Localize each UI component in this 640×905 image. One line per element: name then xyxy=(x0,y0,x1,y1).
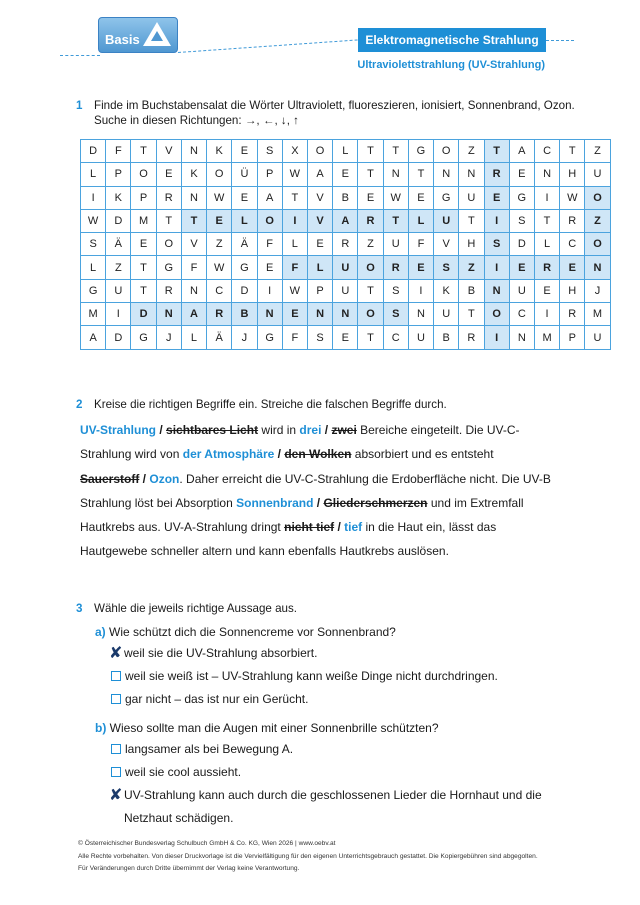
grid-cell[interactable]: R xyxy=(484,163,509,186)
grid-cell[interactable]: G xyxy=(131,326,156,349)
grid-cell[interactable]: J xyxy=(585,279,610,302)
grid-cell[interactable]: T xyxy=(358,279,383,302)
grid-cell[interactable]: T xyxy=(484,140,509,163)
grid-cell[interactable]: L xyxy=(307,256,332,279)
grid-cell[interactable]: E xyxy=(333,326,358,349)
grid-row xyxy=(81,233,611,256)
grid-cell[interactable]: N xyxy=(181,186,206,209)
grid-cell[interactable]: T xyxy=(156,209,181,232)
grid-cell[interactable]: S xyxy=(383,279,408,302)
grid-cell[interactable]: S xyxy=(307,326,332,349)
text-run: in die Haut ein, lässt das Hautgewebe schneller altern und kann ebenfalls Hautkrebs auslösen. xyxy=(80,520,497,559)
grid-cell[interactable]: T xyxy=(358,326,383,349)
grid-cell[interactable]: T xyxy=(181,209,206,232)
question-b xyxy=(95,721,439,735)
task1-line2: Suche in diesen Richtungen: →, ←, ↓, ↑ xyxy=(94,114,299,127)
grid-cell[interactable]: S xyxy=(383,303,408,326)
grid-cell[interactable]: B xyxy=(434,326,459,349)
grid-cell[interactable]: D xyxy=(131,303,156,326)
grid-cell[interactable]: N xyxy=(181,279,206,302)
grid-cell[interactable]: O xyxy=(307,140,332,163)
grid-row xyxy=(81,140,611,163)
header-dash-right xyxy=(546,40,574,41)
grid-cell[interactable]: H xyxy=(560,279,585,302)
grid-cell[interactable]: U xyxy=(333,279,358,302)
letter-grid xyxy=(80,139,611,350)
grid-cell[interactable]: E xyxy=(131,233,156,256)
grid-cell[interactable]: C xyxy=(207,279,232,302)
question-a xyxy=(95,625,396,639)
grid-cell[interactable]: Ü xyxy=(232,163,257,186)
grid-cell[interactable]: V xyxy=(181,233,206,256)
grid-cell[interactable]: T xyxy=(459,209,484,232)
grid-cell[interactable]: Ä xyxy=(232,233,257,256)
task3-instruction-text: Wähle die jeweils richtige Aussage aus. xyxy=(94,602,297,615)
grid-cell[interactable]: P xyxy=(257,163,282,186)
grid-cell[interactable]: O xyxy=(585,186,610,209)
grid-cell[interactable]: O xyxy=(131,163,156,186)
footer-disclaimer: Für Veränderungen durch Dritte übernimmt der Verlag keine Verantwortung. xyxy=(78,865,300,873)
grid-cell[interactable]: Z xyxy=(585,140,610,163)
grid-cell[interactable]: O xyxy=(358,256,383,279)
grid-cell[interactable]: I xyxy=(408,279,433,302)
term-struck: Gliederschmerzen xyxy=(323,495,428,510)
grid-cell[interactable]: W xyxy=(207,256,232,279)
grid-cell[interactable]: N xyxy=(307,303,332,326)
grid-cell[interactable]: N xyxy=(156,303,181,326)
grid-cell[interactable]: W xyxy=(560,186,585,209)
worksheet-title: Elektromagnetische Strahlung xyxy=(358,28,546,52)
term-correct: drei xyxy=(299,423,322,437)
grid-cell[interactable]: L xyxy=(181,326,206,349)
grid-cell[interactable]: G xyxy=(81,279,106,302)
grid-cell[interactable]: A xyxy=(333,209,358,232)
grid-cell[interactable]: W xyxy=(282,163,307,186)
option-a1-text: weil sie die UV-Strahlung absorbiert. xyxy=(124,646,318,660)
grid-cell[interactable]: N xyxy=(484,279,509,302)
grid-cell[interactable]: P xyxy=(560,326,585,349)
grid-cell[interactable]: P xyxy=(307,279,332,302)
grid-cell[interactable]: A xyxy=(81,326,106,349)
separator: / xyxy=(139,471,150,486)
grid-cell[interactable]: B xyxy=(232,303,257,326)
grid-cell[interactable]: H xyxy=(459,233,484,256)
grid-cell[interactable]: K xyxy=(434,279,459,302)
grid-cell[interactable]: N xyxy=(383,163,408,186)
task3-instruction xyxy=(76,601,297,616)
grid-cell[interactable]: V xyxy=(156,140,181,163)
grid-cell[interactable]: U xyxy=(383,233,408,256)
option-a3-text: gar nicht – das ist nur ein Gerücht. xyxy=(125,692,309,706)
grid-cell[interactable]: O xyxy=(257,209,282,232)
grid-cell[interactable]: N xyxy=(434,163,459,186)
grid-cell[interactable]: G xyxy=(509,186,534,209)
grid-cell[interactable]: S xyxy=(434,256,459,279)
grid-row xyxy=(81,303,611,326)
separator: / xyxy=(274,447,285,462)
option-a1[interactable] xyxy=(109,642,317,665)
grid-cell[interactable]: C xyxy=(560,233,585,256)
grid-cell[interactable]: N xyxy=(181,140,206,163)
checkbox-icon[interactable] xyxy=(111,744,121,754)
cross-mark-icon[interactable]: ✘ xyxy=(109,645,123,662)
grid-cell[interactable]: E xyxy=(509,256,534,279)
grid-cell[interactable]: E xyxy=(333,163,358,186)
grid-cell[interactable]: D xyxy=(232,279,257,302)
term-struck: zwei xyxy=(331,423,357,437)
grid-cell[interactable]: U xyxy=(408,326,433,349)
task1-number: 1 xyxy=(76,99,83,112)
grid-cell[interactable]: E xyxy=(257,256,282,279)
grid-cell[interactable]: J xyxy=(232,326,257,349)
grid-cell[interactable]: E xyxy=(484,186,509,209)
grid-cell[interactable]: T xyxy=(408,163,433,186)
grid-cell[interactable]: F xyxy=(282,326,307,349)
grid-cell[interactable]: B xyxy=(459,279,484,302)
separator: / xyxy=(334,520,345,535)
task2-instruction-text: Kreise die richtigen Begriffe ein. Streiche die falschen Begriffe durch. xyxy=(94,398,447,411)
grid-cell[interactable]: E xyxy=(232,140,257,163)
grid-cell[interactable]: N xyxy=(585,256,610,279)
option-a3[interactable] xyxy=(111,688,308,710)
grid-cell[interactable]: E xyxy=(560,256,585,279)
grid-cell[interactable]: L xyxy=(282,233,307,256)
grid-cell[interactable]: R xyxy=(207,303,232,326)
separator: / xyxy=(321,423,332,437)
grid-cell[interactable]: T xyxy=(282,186,307,209)
grid-cell[interactable]: E xyxy=(534,279,559,302)
grid-cell[interactable]: G xyxy=(408,140,433,163)
grid-cell[interactable]: O xyxy=(585,233,610,256)
grid-cell[interactable]: G xyxy=(232,256,257,279)
grid-cell[interactable]: I xyxy=(106,303,131,326)
grid-cell[interactable]: S xyxy=(509,209,534,232)
term-correct: der Atmosphäre xyxy=(182,447,275,462)
grid-cell[interactable]: V xyxy=(307,209,332,232)
worksheet-subtitle: Ultraviolettstrahlung (UV-Strahlung) xyxy=(357,59,545,71)
grid-cell[interactable]: O xyxy=(484,303,509,326)
grid-cell[interactable]: E xyxy=(408,256,433,279)
grid-cell[interactable]: T xyxy=(534,209,559,232)
grid-cell[interactable]: F xyxy=(181,256,206,279)
question-a-label: a) xyxy=(95,625,106,639)
grid-cell[interactable]: I xyxy=(484,256,509,279)
grid-cell[interactable]: R xyxy=(534,256,559,279)
cross-mark-icon[interactable]: ✘ xyxy=(109,787,123,804)
logo-text: Basis xyxy=(105,32,140,47)
grid-cell[interactable]: T xyxy=(131,279,156,302)
grid-row xyxy=(81,326,611,349)
term-struck: den Wolken xyxy=(284,447,352,462)
grid-cell[interactable]: M xyxy=(81,303,106,326)
term-struck: nicht tief xyxy=(284,520,335,535)
header-dash-left xyxy=(60,55,100,56)
grid-cell[interactable]: E xyxy=(358,186,383,209)
header-dash-middle xyxy=(178,39,358,53)
option-b3-text: UV-Strahlung kann auch durch die geschlossenen Lieder die Hornhaut und die xyxy=(124,788,542,802)
grid-cell[interactable]: U xyxy=(434,209,459,232)
grid-cell[interactable]: L xyxy=(534,233,559,256)
grid-cell[interactable]: G xyxy=(257,326,282,349)
question-b-text: Wieso sollte man die Augen mit einer Sonnenbrille schützten? xyxy=(109,721,439,735)
publisher-logo xyxy=(98,17,178,53)
option-b2[interactable] xyxy=(111,761,241,783)
grid-cell[interactable]: I xyxy=(282,209,307,232)
grid-cell[interactable]: E xyxy=(408,186,433,209)
grid-cell[interactable]: D xyxy=(106,209,131,232)
grid-cell[interactable]: J xyxy=(156,326,181,349)
task3-number: 3 xyxy=(76,602,83,615)
triangle-inner-icon xyxy=(151,31,163,41)
task2-paragraph xyxy=(80,418,555,564)
grid-cell[interactable]: H xyxy=(560,163,585,186)
grid-cell[interactable]: X xyxy=(282,140,307,163)
grid-cell[interactable]: Z xyxy=(585,209,610,232)
grid-cell[interactable]: T xyxy=(358,140,383,163)
grid-cell[interactable]: O xyxy=(156,233,181,256)
grid-cell[interactable]: E xyxy=(307,233,332,256)
term-correct: Ozon xyxy=(149,471,180,486)
grid-cell[interactable]: L xyxy=(81,256,106,279)
grid-cell[interactable]: D xyxy=(106,326,131,349)
option-b1[interactable] xyxy=(111,738,293,760)
grid-cell[interactable]: S xyxy=(484,233,509,256)
checkbox-icon[interactable] xyxy=(111,694,121,704)
grid-cell[interactable]: R xyxy=(560,303,585,326)
grid-cell[interactable]: V xyxy=(307,186,332,209)
grid-cell[interactable]: I xyxy=(534,186,559,209)
grid-cell[interactable]: T xyxy=(560,140,585,163)
grid-row xyxy=(81,163,611,186)
grid-cell[interactable]: U xyxy=(434,303,459,326)
grid-cell[interactable]: U xyxy=(459,186,484,209)
grid-cell[interactable]: W xyxy=(383,186,408,209)
checkbox-icon[interactable] xyxy=(111,671,121,681)
grid-cell[interactable]: R xyxy=(156,279,181,302)
grid-cell[interactable]: G xyxy=(156,256,181,279)
option-b1-text: langsamer als bei Bewegung A. xyxy=(125,742,294,756)
grid-cell[interactable]: U xyxy=(509,279,534,302)
grid-cell[interactable]: K xyxy=(106,186,131,209)
grid-cell[interactable]: K xyxy=(181,163,206,186)
grid-cell[interactable]: C xyxy=(509,303,534,326)
grid-cell[interactable]: K xyxy=(207,140,232,163)
footer xyxy=(78,838,538,876)
grid-cell[interactable]: P xyxy=(131,186,156,209)
grid-row xyxy=(81,256,611,279)
grid-cell[interactable]: U xyxy=(585,163,610,186)
grid-cell[interactable]: T xyxy=(459,303,484,326)
grid-cell[interactable]: R xyxy=(560,209,585,232)
option-a2[interactable] xyxy=(111,665,498,687)
grid-cell[interactable]: L xyxy=(232,209,257,232)
grid-cell[interactable]: O xyxy=(434,140,459,163)
grid-cell[interactable]: M xyxy=(534,326,559,349)
term-correct: UV-Strahlung xyxy=(80,423,157,437)
grid-cell[interactable]: U xyxy=(106,279,131,302)
option-a2-text: weil sie weiß ist – UV-Strahlung kann weiße Dinge nicht durchdringen. xyxy=(125,669,498,683)
grid-cell[interactable]: T xyxy=(358,163,383,186)
grid-cell[interactable]: L xyxy=(333,140,358,163)
grid-cell[interactable]: D xyxy=(509,233,534,256)
grid-cell[interactable]: E xyxy=(156,163,181,186)
footer-copyright: © Österreichischer Bundesverlag Schulbuch GmbH & Co. KG, Wien 2026 | www.oebv.at xyxy=(78,840,336,847)
grid-cell[interactable]: A xyxy=(257,186,282,209)
grid-cell[interactable]: Z xyxy=(207,233,232,256)
grid-cell[interactable]: W xyxy=(207,186,232,209)
grid-cell[interactable]: D xyxy=(81,140,106,163)
grid-cell[interactable]: C xyxy=(383,326,408,349)
grid-cell[interactable]: V xyxy=(434,233,459,256)
grid-cell[interactable]: A xyxy=(509,140,534,163)
term-struck: Sauerstoff xyxy=(80,471,140,486)
grid-cell[interactable]: A xyxy=(181,303,206,326)
grid-cell[interactable]: R xyxy=(156,186,181,209)
grid-cell[interactable]: L xyxy=(81,163,106,186)
grid-cell[interactable]: I xyxy=(81,186,106,209)
grid-row xyxy=(81,209,611,232)
grid-cell[interactable]: P xyxy=(106,163,131,186)
grid-cell[interactable]: E xyxy=(282,303,307,326)
grid-cell[interactable]: I xyxy=(484,326,509,349)
text-run: und im Extremfall Hautkrebs aus. UV-A-Strahlung dringt xyxy=(80,495,524,535)
grid-cell[interactable]: Z xyxy=(358,233,383,256)
checkbox-icon[interactable] xyxy=(111,767,121,777)
grid-cell[interactable]: S xyxy=(81,233,106,256)
grid-cell[interactable]: F xyxy=(257,233,282,256)
task1-line1: Finde im Buchstabensalat die Wörter Ultraviolett, fluoreszieren, ionisiert, Sonnenbrand, Ozon. xyxy=(94,99,575,112)
option-b3-text-cont: Netzhaut schädigen. xyxy=(124,811,234,825)
option-b2-text: weil sie cool aussieht. xyxy=(125,765,242,779)
grid-cell[interactable]: N xyxy=(257,303,282,326)
grid-cell[interactable]: T xyxy=(383,209,408,232)
grid-cell[interactable]: R xyxy=(358,209,383,232)
grid-cell[interactable]: M xyxy=(131,209,156,232)
grid-cell[interactable]: E xyxy=(207,209,232,232)
grid-cell[interactable]: T xyxy=(131,140,156,163)
grid-row xyxy=(81,279,611,302)
grid-cell[interactable]: N xyxy=(509,326,534,349)
text-run: wird in xyxy=(258,423,300,437)
separator: / xyxy=(156,423,167,437)
grid-cell[interactable]: R xyxy=(383,256,408,279)
grid-row xyxy=(81,186,611,209)
grid-cell[interactable]: M xyxy=(585,303,610,326)
grid-cell[interactable]: Ä xyxy=(106,233,131,256)
grid-cell[interactable]: L xyxy=(408,209,433,232)
grid-cell[interactable]: Z xyxy=(459,256,484,279)
grid-cell[interactable]: W xyxy=(81,209,106,232)
grid-cell[interactable]: U xyxy=(585,326,610,349)
grid-cell[interactable]: E xyxy=(232,186,257,209)
grid-cell[interactable]: T xyxy=(383,140,408,163)
separator: / xyxy=(313,495,324,510)
grid-cell[interactable]: A xyxy=(307,163,332,186)
grid-cell[interactable]: S xyxy=(257,140,282,163)
grid-cell[interactable]: B xyxy=(333,186,358,209)
grid-cell[interactable]: N xyxy=(534,163,559,186)
grid-cell[interactable]: O xyxy=(358,303,383,326)
term-struck: sichtbares Licht xyxy=(166,423,259,437)
grid-cell[interactable]: W xyxy=(282,279,307,302)
grid-cell[interactable]: F xyxy=(106,140,131,163)
question-a-text: Wie schützt dich die Sonnencreme vor Sonnenbrand? xyxy=(109,625,396,639)
grid-cell[interactable]: C xyxy=(534,140,559,163)
term-correct: tief xyxy=(344,520,363,535)
task2-instruction xyxy=(76,397,447,412)
grid-cell[interactable]: N xyxy=(459,163,484,186)
grid-cell[interactable]: E xyxy=(509,163,534,186)
footer-rights: Alle Rechte vorbehalten. Von dieser Druckvorlage ist die Vervielfältigung für den eigenen Unterrichtsgebrauch gestattet. Die Kopiergebühren sind abgegolten. xyxy=(78,852,538,860)
grid-cell[interactable]: R xyxy=(333,233,358,256)
grid-cell[interactable]: F xyxy=(282,256,307,279)
grid-cell[interactable]: T xyxy=(131,256,156,279)
grid-cell[interactable]: N xyxy=(333,303,358,326)
grid-cell[interactable]: I xyxy=(484,209,509,232)
grid-cell[interactable]: Z xyxy=(106,256,131,279)
grid-cell[interactable]: I xyxy=(257,279,282,302)
text-run: . Daher erreicht die UV-C-Strahlung die Erdoberfläche nicht. Die UV-B Strahlung löst bei Absorption xyxy=(80,471,551,510)
grid-cell[interactable]: I xyxy=(534,303,559,326)
question-b-label: b) xyxy=(95,721,107,735)
grid-cell[interactable]: U xyxy=(333,256,358,279)
task2-number: 2 xyxy=(76,398,83,411)
grid-cell[interactable]: O xyxy=(207,163,232,186)
term-correct: Sonnenbrand xyxy=(236,495,314,510)
grid-cell[interactable]: Z xyxy=(459,140,484,163)
option-b3[interactable] xyxy=(109,784,542,829)
grid-cell[interactable]: F xyxy=(408,233,433,256)
task1-instruction xyxy=(76,98,576,128)
grid-cell[interactable]: R xyxy=(459,326,484,349)
grid-cell[interactable]: G xyxy=(434,186,459,209)
grid-cell[interactable]: Ä xyxy=(207,326,232,349)
text-run: Bereiche eingeteilt. Die UV-C-Strahlung wird von xyxy=(80,423,520,462)
grid-cell[interactable]: N xyxy=(408,303,433,326)
text-run: absorbiert und es entsteht xyxy=(351,447,494,462)
